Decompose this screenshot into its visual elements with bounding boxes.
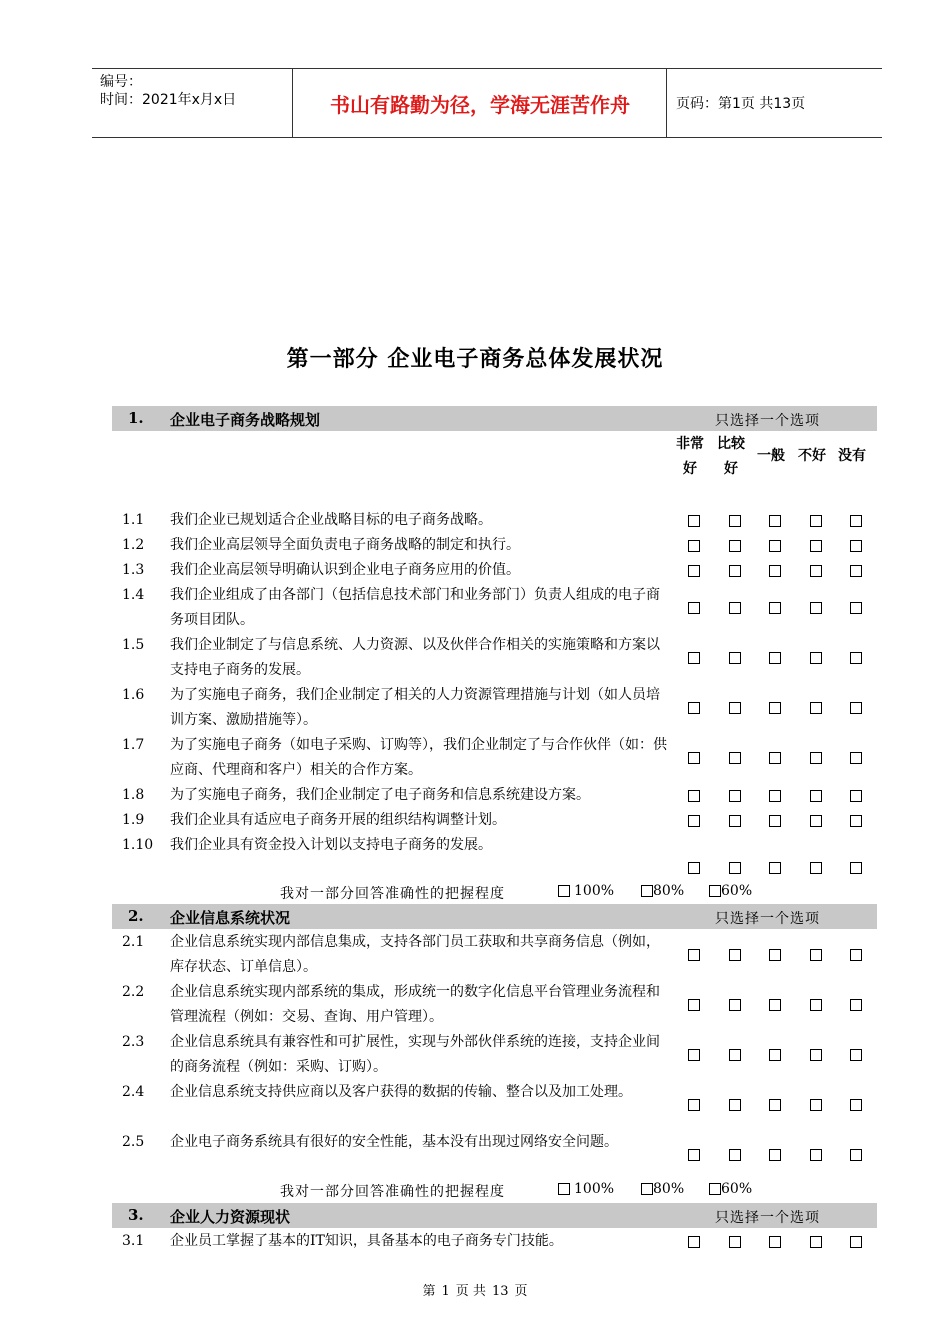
rating-checkbox[interactable] [810, 949, 822, 961]
rating-checkbox[interactable] [729, 1099, 741, 1111]
question-row [112, 1130, 877, 1180]
section-number: 2. [128, 907, 144, 925]
confidence-checkbox[interactable] [709, 885, 721, 897]
rating-checkbox[interactable] [769, 602, 781, 614]
rating-checkbox[interactable] [729, 862, 741, 874]
rating-checkbox[interactable] [688, 999, 700, 1011]
question-row [112, 733, 877, 783]
rating-checkbox[interactable] [729, 602, 741, 614]
question-number: 1.4 [122, 587, 145, 603]
question-number: 3.1 [122, 1233, 145, 1249]
confidence-checkbox[interactable] [709, 1183, 721, 1195]
question-number: 2.4 [122, 1084, 145, 1100]
question-number: 2.2 [122, 984, 145, 1000]
question-text: 我们企业高层领导明确认识到企业电子商务应用的价值。 [170, 562, 520, 578]
rating-checkbox[interactable] [688, 652, 700, 664]
page-footer [0, 1280, 950, 1299]
rating-checkbox[interactable] [729, 752, 741, 764]
rating-checkbox[interactable] [688, 702, 700, 714]
question-text: 企业信息系统实现内部信息集成，支持各部门员工获取和共享商务信息（例如，库存状态、订单信息）。 [170, 934, 660, 975]
part-title: 第一部分 企业电子商务总体发展状况 [286, 346, 664, 372]
header-divider [292, 69, 293, 137]
rating-checkbox[interactable] [729, 815, 741, 827]
question-number: 2.3 [122, 1034, 145, 1050]
confidence-option[interactable] [558, 1181, 614, 1197]
rating-checkbox[interactable] [850, 565, 862, 577]
rating-checkbox[interactable] [810, 602, 822, 614]
rating-checkbox[interactable] [810, 752, 822, 764]
question-number: 1.10 [122, 837, 154, 853]
column-header: 一般 [757, 448, 785, 464]
rating-checkbox[interactable] [810, 1149, 822, 1161]
question-number: 2.1 [122, 934, 145, 950]
rating-checkbox[interactable] [810, 1236, 822, 1248]
question-row [112, 633, 877, 683]
section-header [112, 904, 877, 929]
question-row [112, 833, 877, 883]
rating-checkbox[interactable] [769, 1099, 781, 1111]
question-number: 1.2 [122, 537, 145, 553]
question-number: 1.8 [122, 787, 145, 803]
rating-checkbox[interactable] [850, 949, 862, 961]
question-number: 1.6 [122, 687, 145, 703]
header-meta [100, 73, 236, 109]
question-number: 1.7 [122, 737, 145, 753]
rating-checkbox[interactable] [688, 1236, 700, 1248]
rating-checkbox[interactable] [688, 1049, 700, 1061]
rating-checkbox[interactable] [769, 949, 781, 961]
rating-checkbox[interactable] [810, 1049, 822, 1061]
rating-checkbox[interactable] [688, 565, 700, 577]
confidence-value: 100% [574, 1181, 615, 1197]
header-motto: 书山有路勤为径，学海无涯苦作舟 [330, 92, 630, 117]
rating-checkbox[interactable] [810, 652, 822, 664]
rating-checkbox[interactable] [769, 565, 781, 577]
question-number: 2.5 [122, 1134, 145, 1150]
rating-checkbox[interactable] [729, 790, 741, 802]
question-row [112, 808, 877, 833]
rating-checkbox[interactable] [729, 1049, 741, 1061]
rating-checkbox[interactable] [769, 862, 781, 874]
time-label: 时间：2021年x月x日 [100, 92, 237, 108]
question-text: 企业员工掌握了基本的IT知识，具备基本的电子商务专门技能。 [170, 1233, 563, 1249]
question-row [112, 683, 877, 733]
rating-checkbox[interactable] [769, 1049, 781, 1061]
rating-checkbox[interactable] [688, 949, 700, 961]
confidence-value: 100% [574, 883, 615, 899]
footer-prefix: 第 [422, 1284, 436, 1299]
section-title: 企业电子商务战略规划 [170, 411, 321, 429]
question-row [112, 533, 877, 558]
rating-checkbox[interactable] [769, 790, 781, 802]
header-divider [666, 69, 667, 137]
confidence-option[interactable] [709, 883, 752, 899]
question-text: 我们企业已规划适合企业战略目标的电子商务战略。 [170, 512, 492, 528]
rating-checkbox[interactable] [769, 515, 781, 527]
question-number: 1.5 [122, 637, 145, 653]
question-row [112, 980, 877, 1030]
rating-checkbox[interactable] [810, 1099, 822, 1111]
rating-checkbox[interactable] [769, 1149, 781, 1161]
confidence-value: 80% [653, 883, 685, 899]
confidence-value: 80% [653, 1181, 685, 1197]
rating-checkbox[interactable] [810, 540, 822, 552]
rating-checkbox[interactable] [688, 1099, 700, 1111]
question-text: 我们企业具有资金投入计划以支持电子商务的发展。 [170, 837, 492, 853]
rating-checkbox[interactable] [850, 752, 862, 764]
rating-checkbox[interactable] [769, 540, 781, 552]
confidence-option[interactable] [641, 883, 684, 899]
confidence-option[interactable] [558, 883, 614, 899]
footer-suffix: 页 [514, 1284, 528, 1299]
column-header: 比较好 [717, 436, 745, 477]
question-text: 企业信息系统实现内部系统的集成，形成统一的数字化信息平台管理业务流程和管理流程（例如：交易、查询、用户管理）。 [170, 984, 660, 1025]
footer-page: 1 [441, 1284, 450, 1299]
rating-checkbox[interactable] [688, 540, 700, 552]
question-text: 为了实施电子商务（如电子采购、订购等），我们企业制定了与合作伙伴（如：供应商、代理商和客户）相关的合作方案。 [170, 737, 667, 778]
rating-checkbox[interactable] [850, 1099, 862, 1111]
confidence-checkbox[interactable] [641, 1183, 653, 1195]
column-header: 不好 [798, 448, 826, 464]
confidence-value: 60% [721, 1181, 753, 1197]
confidence-value: 60% [721, 883, 753, 899]
question-row [112, 783, 877, 808]
question-text: 企业信息系统支持供应商以及客户获得的数据的传输、整合以及加工处理。 [170, 1084, 632, 1100]
question-number: 1.3 [122, 562, 145, 578]
rating-checkbox[interactable] [850, 815, 862, 827]
question-text: 企业电子商务系统具有很好的安全性能，基本没有出现过网络安全问题。 [170, 1134, 618, 1150]
question-text: 企业信息系统具有兼容性和可扩展性，实现与外部伙伴系统的连接，支持企业间的商务流程（例如：采购、订购）。 [170, 1034, 660, 1075]
question-text: 我们企业高层领导全面负责电子商务战略的制定和执行。 [170, 537, 520, 553]
rating-checkbox[interactable] [729, 540, 741, 552]
question-row [112, 930, 877, 980]
confidence-label: 我对一部分回答准确性的把握程度 [280, 886, 505, 902]
rating-checkbox[interactable] [688, 815, 700, 827]
rating-checkbox[interactable] [850, 862, 862, 874]
header-page-number: 页码：第1页 共13页 [676, 96, 806, 112]
question-row [112, 583, 877, 633]
rating-checkbox[interactable] [850, 999, 862, 1011]
column-header: 非常好 [676, 436, 704, 477]
rating-checkbox[interactable] [850, 602, 862, 614]
rating-checkbox[interactable] [810, 565, 822, 577]
rating-checkbox[interactable] [810, 999, 822, 1011]
question-number: 1.1 [122, 512, 145, 528]
rating-checkbox[interactable] [688, 752, 700, 764]
section-hint: 只选择一个选项 [715, 911, 820, 927]
rating-checkbox[interactable] [729, 1236, 741, 1248]
rating-checkbox[interactable] [769, 1236, 781, 1248]
rating-checkbox[interactable] [769, 815, 781, 827]
rating-checkbox[interactable] [729, 565, 741, 577]
question-number: 1.9 [122, 812, 145, 828]
confidence-option[interactable] [641, 1181, 684, 1197]
question-row [112, 558, 877, 583]
section-hint: 只选择一个选项 [715, 1210, 820, 1226]
rating-checkbox[interactable] [850, 1149, 862, 1161]
section-title: 企业人力资源现状 [170, 1208, 291, 1226]
column-header: 没有 [838, 448, 866, 464]
rating-checkbox[interactable] [810, 862, 822, 874]
rating-checkbox[interactable] [688, 862, 700, 874]
rating-checkbox[interactable] [769, 652, 781, 664]
rating-checkbox[interactable] [850, 1236, 862, 1248]
document-header [92, 68, 882, 138]
section-number: 1. [128, 409, 144, 427]
section-header [112, 1203, 877, 1228]
section-hint: 只选择一个选项 [715, 413, 820, 429]
rating-checkbox[interactable] [810, 702, 822, 714]
rating-checkbox[interactable] [850, 515, 862, 527]
question-row [112, 1030, 877, 1080]
rating-checkbox[interactable] [729, 702, 741, 714]
question-text: 我们企业具有适应电子商务开展的组织结构调整计划。 [170, 812, 506, 828]
question-text: 为了实施电子商务，我们企业制定了相关的人力资源管理措施与计划（如人员培训方案、激励措施等）。 [170, 687, 660, 728]
rating-checkbox[interactable] [810, 790, 822, 802]
confidence-label: 我对一部分回答准确性的把握程度 [280, 1184, 505, 1200]
rating-checkbox[interactable] [729, 949, 741, 961]
section-number: 3. [128, 1206, 144, 1224]
rating-checkbox[interactable] [850, 652, 862, 664]
rating-checkbox[interactable] [688, 602, 700, 614]
confidence-checkbox[interactable] [641, 885, 653, 897]
rating-checkbox[interactable] [729, 1149, 741, 1161]
rating-checkbox[interactable] [850, 540, 862, 552]
question-row [112, 1229, 877, 1254]
rating-checkbox[interactable] [729, 999, 741, 1011]
rating-checkbox[interactable] [729, 652, 741, 664]
footer-mid: 页 共 [455, 1284, 486, 1299]
rating-checkbox[interactable] [688, 1149, 700, 1161]
confidence-checkbox[interactable] [558, 1183, 570, 1195]
number-label: 编号： [100, 74, 142, 90]
rating-checkbox[interactable] [850, 1049, 862, 1061]
section-header [112, 406, 877, 431]
rating-checkbox[interactable] [688, 790, 700, 802]
confidence-checkbox[interactable] [558, 885, 570, 897]
rating-checkbox[interactable] [850, 702, 862, 714]
confidence-option[interactable] [709, 1181, 752, 1197]
footer-total: 13 [491, 1284, 509, 1299]
question-text: 为了实施电子商务，我们企业制定了电子商务和信息系统建设方案。 [170, 787, 590, 803]
rating-checkbox[interactable] [769, 999, 781, 1011]
rating-checkbox[interactable] [810, 515, 822, 527]
rating-checkbox[interactable] [810, 815, 822, 827]
rating-checkbox[interactable] [688, 515, 700, 527]
rating-checkbox[interactable] [729, 515, 741, 527]
rating-checkbox[interactable] [769, 702, 781, 714]
rating-checkbox[interactable] [769, 752, 781, 764]
section-title: 企业信息系统状况 [170, 909, 291, 927]
question-row [112, 1080, 877, 1130]
question-text: 我们企业制定了与信息系统、人力资源、以及伙伴合作相关的实施策略和方案以支持电子商务的发展。 [170, 637, 660, 678]
question-row [112, 508, 877, 533]
question-text: 我们企业组成了由各部门（包括信息技术部门和业务部门）负责人组成的电子商务项目团队。 [170, 587, 660, 628]
rating-checkbox[interactable] [850, 790, 862, 802]
